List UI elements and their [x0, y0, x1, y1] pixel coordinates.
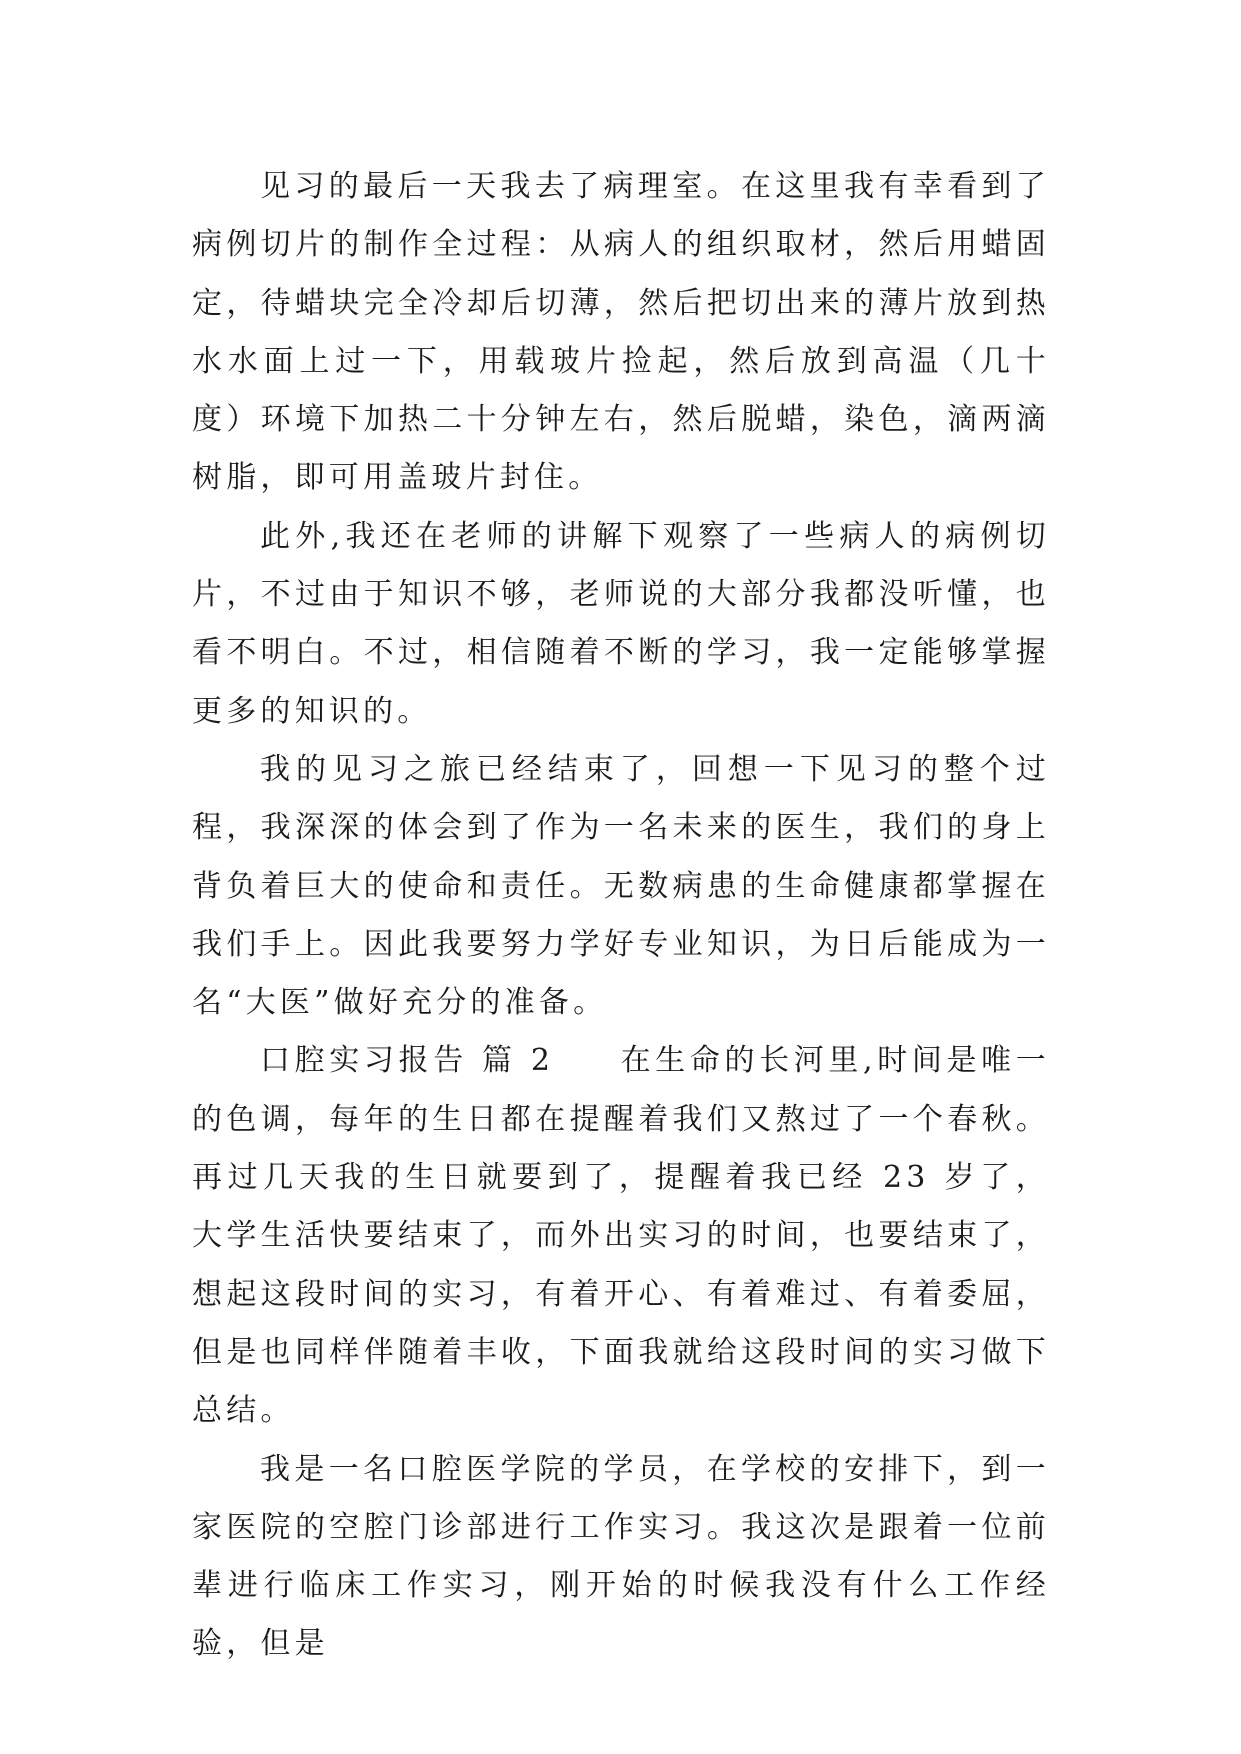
section-intro-text: 在生命的长河里,时间是唯一的色调，每年的生日都在提醒着我们又熬过了一个春秋。再过几天我的生日就要到了，提醒着我已经 23 岁了，大学生活快要结束了，而外出实习的时间，也要结束了，想起这段时间的实习，有着开心、有着难过、有着委屈，但是也同样伴随着丰收，下面我就给这段时间的实习做下总结。: [192, 1043, 1050, 1429]
section-heading: 口腔实习报告 篇 2: [260, 1043, 555, 1079]
paragraph-section-2: [192, 1032, 1050, 1440]
paragraph-conclusion: 我的见习之旅已经结束了，回想一下见习的整个过程，我深深的体会到了作为一名未来的医生，我们的身上背负着巨大的使命和责任。无数病患的生命健康都掌握在我们手上。因此我要努力学好专业知识，为日后能成为一名“大医”做好充分的准备。: [192, 751, 1050, 1021]
paragraph-internship: 我是一名口腔医学院的学员，在学校的安排下，到一家医院的空腔门诊部进行工作实习。我这次是跟着一位前辈进行临床工作实习，刚开始的时候我没有什么工作经验，但是: [192, 1451, 1050, 1662]
paragraph-observation: 此外,我还在老师的讲解下观察了一些病人的病例切片，不过由于知识不够，老师说的大部分我都没听懂，也看不明白。不过，相信随着不断的学习，我一定能够掌握更多的知识的。: [192, 518, 1050, 729]
paragraph-pathology: 见习的最后一天我去了病理室。在这里我有幸看到了病例切片的制作全过程：从病人的组织取材，然后用蜡固定，待蜡块完全冷却后切薄，然后把切出来的薄片放到热水水面上过一下，用载玻片捡起，然后放到高温（几十度）环境下加热二十分钟左右，然后脱蜡，染色，滴两滴树脂，即可用盖玻片封住。: [192, 169, 1050, 496]
document-body: [192, 158, 1050, 1674]
